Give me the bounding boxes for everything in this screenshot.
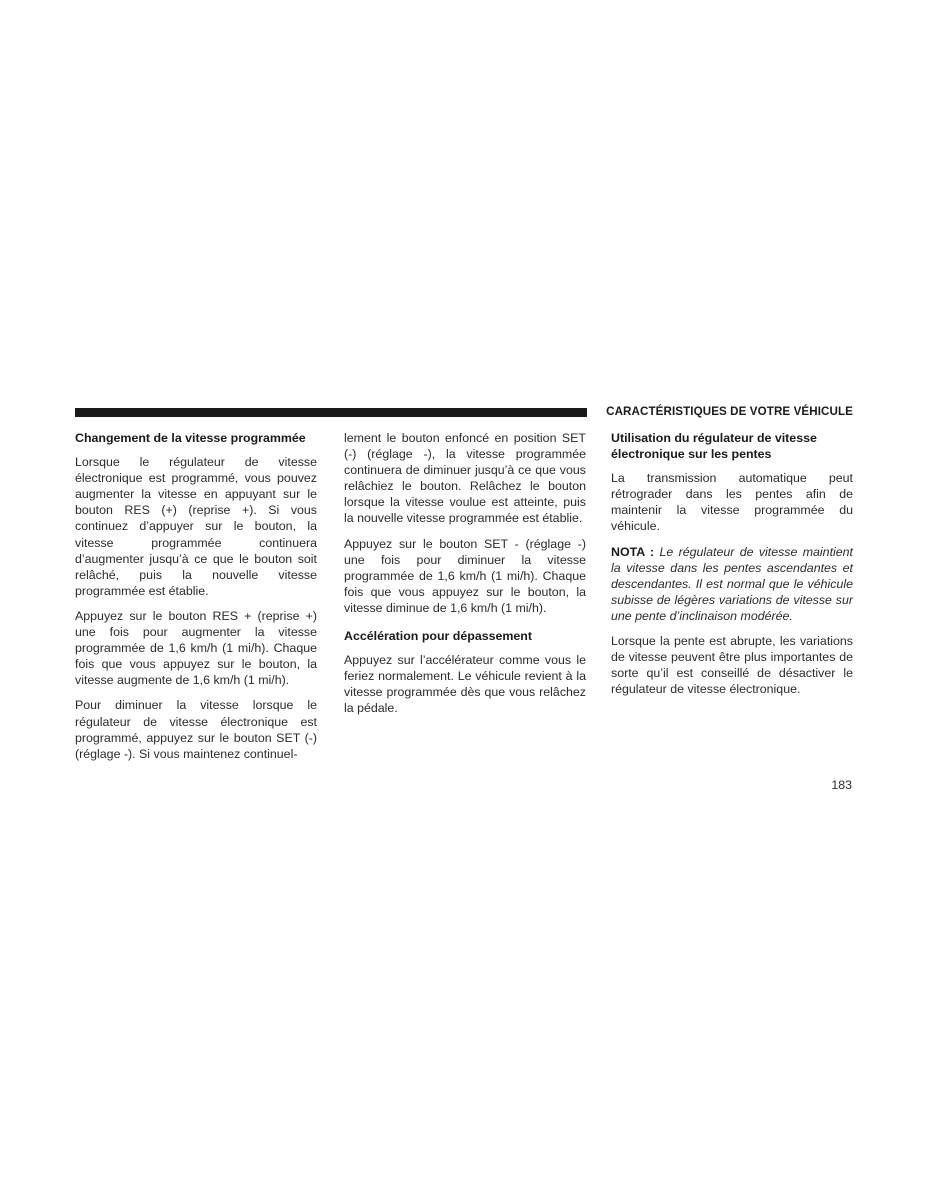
heading-changement-vitesse: Changement de la vitesse programmée (75, 431, 306, 445)
paragraph: Appuyez sur le bouton RES + (reprise +) une fois pour augmenter la vitesse programmée de 1,6 km/h (1 mi/h). Chaque fois que vous appuyez sur le bouton, la vitesse augmente de 1,6 km/h (1 mi/h). (75, 608, 317, 688)
section-title: CARACTÉRISTIQUES DE VOTRE VÉHICULE (606, 405, 853, 418)
page-number: 183 (831, 778, 852, 792)
column-middle (344, 430, 586, 726)
paragraph: La transmission automatique peut rétrograder dans les pentes afin de maintenir la vitesse programmée du véhicule. (611, 471, 853, 534)
paragraph: Appuyez sur l’accélérateur comme vous le feriez normalement. Le véhicule revient à la vitesse programmée dès que vous relâchez la pédale. (344, 653, 586, 716)
note-label: NOTA : (611, 544, 655, 559)
paragraph: Appuyez sur le bouton SET - (réglage -) une fois pour diminuer la vitesse programmée de 1,6 km/h (1 mi/h). Chaque fois que vous appuyez sur le bouton, la vitesse diminue de 1,6 km/h (1 mi/h). (344, 536, 586, 615)
column-right (611, 430, 853, 706)
paragraph: Lorsque la pente est abrupte, les variations de vitesse peuvent être plus importantes de sorte qu’il est conseillé de désactiver le régulateur de vitesse électronique. (611, 634, 853, 697)
paragraph: Pour diminuer la vitesse lorsque le régulateur de vitesse électronique est programmé, appuyez sur le bouton SET (-) (réglage -). Si vous maintenez continuel- (75, 698, 317, 761)
heading-acceleration-depassement: Accélération pour dépassement (344, 629, 532, 644)
header-rule (75, 408, 587, 417)
paragraph: lement le bouton enfoncé en position SET (-) (réglage -), la vitesse programmée continuera de diminuer jusqu’à ce que vous relâchiez le bouton. Relâchez le bouton lorsque la vitesse voulue est atteinte, puis la nouvelle vitesse programmée est établie. (344, 431, 586, 526)
paragraph: Lorsque le régulateur de vitesse électronique est programmé, vous pouvez augmenter la vitesse en appuyant sur le bouton RES (+) (reprise +). Si vous continuez d’appuyer sur le bouton, la vitesse programmée continuera d’augmenter jusqu’à ce que le bouton soit relâché, puis la nouvelle vitesse programmée est établie. (75, 455, 317, 598)
column-left (75, 430, 317, 771)
note-paragraph (611, 544, 853, 624)
heading-utilisation-pentes: Utilisation du régulateur de vitesse électronique sur les pentes (611, 431, 817, 462)
note-text: Le régulateur de vitesse maintient la vitesse dans les pentes ascendantes et descendantes. Il est normal que le véhicule subisse de légères variations de vitesse sur une pente d’inclinaison modérée. (611, 544, 853, 623)
